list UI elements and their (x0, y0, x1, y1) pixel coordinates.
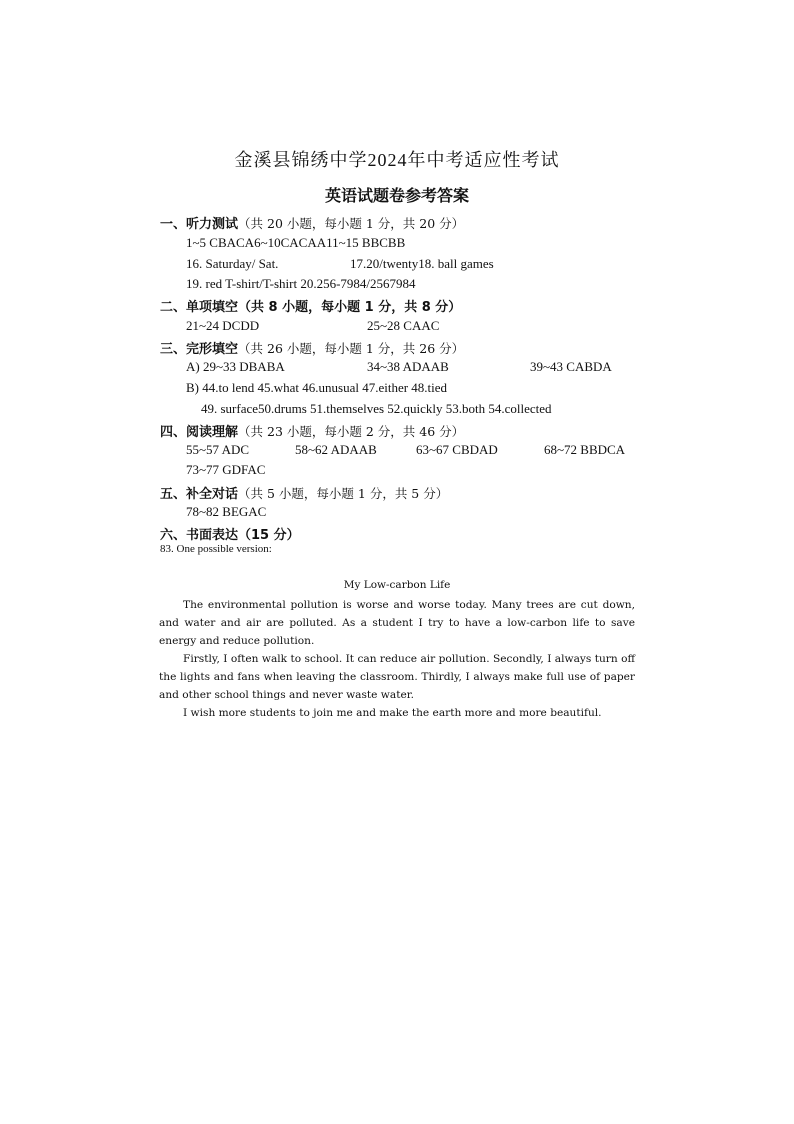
answer-key-subtitle: 英语试题卷参考答案 (324, 186, 469, 205)
single-choice-answers-25-28: 25~28 CAAC (367, 318, 440, 333)
reading-answers-68-72: 68~72 BBDCA (544, 442, 626, 457)
essay-body (159, 596, 635, 722)
listening-answer-16: 16. Saturday/ Sat. (186, 256, 279, 271)
cloze-answers-29-33: A) 29~33 DBABA (186, 359, 285, 374)
essay-label: 83. One possible version: (160, 543, 272, 555)
section-cloze-heading (160, 338, 464, 357)
section-listening-heading (160, 213, 464, 232)
reading-answers-55-57: 55~57 ADC (186, 442, 250, 457)
section-reading-note: （共 23 小题，每小题 2 分，共 46 分） (238, 424, 465, 439)
section-single-choice-title: 二、单项填空（共 8 小题，每小题 1 分，共 8 分） (160, 300, 462, 315)
reading-answers-73-77: 73~77 GDFAC (186, 462, 266, 477)
section-listening-note: （共 20 小题，每小题 1 分，共 20 分） (238, 216, 465, 231)
section-dialogue-heading (160, 483, 448, 502)
section-dialogue-note: （共 5 小题，每小题 1 分，共 5 分） (238, 486, 449, 501)
section-reading-heading (160, 421, 464, 440)
section-writing-title: 六、书面表达（15 分） (160, 528, 300, 543)
section-single-choice-heading (160, 296, 461, 315)
dialogue-answers-78-82: 78~82 BEGAC (186, 504, 267, 519)
section-listening-title: 一、听力测试 (160, 217, 239, 232)
essay-paragraph-2: Firstly, I often walk to school. It can reduce air pollution. Secondly, I always turn off the lights and fans when leaving the classroom. Thirdly, I always make full use of paper and other school things and never waste water. (159, 653, 635, 701)
cloze-answers-44-48: B) 44.to lend 45.what 46.unusual 47.either 48.tied (186, 380, 448, 395)
cloze-answers-49-54: 49. surface50.drums 51.themselves 52.quickly 53.both 54.collected (201, 401, 552, 416)
section-writing-heading (160, 524, 300, 543)
listening-answers-19-20: 19. red T-shirt/T-shirt 20.256-7984/2567984 (186, 276, 416, 291)
exam-title: 金溪县锦绣中学2024年中考适应性考试 (234, 150, 560, 170)
single-choice-answers-21-24: 21~24 DCDD (186, 318, 260, 333)
section-dialogue-title: 五、补全对话 (160, 487, 239, 502)
cloze-answers-39-43: 39~43 CABDA (530, 359, 612, 374)
listening-answers-1-15: 1~5 CBACA6~10CACAA11~15 BBCBB (186, 235, 406, 250)
cloze-answers-34-38: 34~38 ADAAB (367, 359, 449, 374)
listening-answers-17-18: 17.20/twenty18. ball games (350, 256, 494, 271)
reading-answers-63-67: 63~67 CBDAD (416, 442, 498, 457)
section-cloze-title: 三、完形填空 (160, 342, 239, 357)
reading-answers-58-62: 58~62 ADAAB (295, 442, 377, 457)
essay-paragraph-3: I wish more students to join me and make the earth more and more beautiful. (183, 707, 602, 719)
section-reading-title: 四、阅读理解 (160, 425, 239, 440)
section-cloze-note: （共 26 小题，每小题 1 分，共 26 分） (238, 341, 465, 356)
essay-title: My Low-carbon Life (343, 579, 451, 591)
essay-paragraph-1: The environmental pollution is worse and worse today. Many trees are cut down, and water and air are polluted. As a student I try to have a low-carbon life to save energy and reduce pollution. (159, 599, 635, 647)
